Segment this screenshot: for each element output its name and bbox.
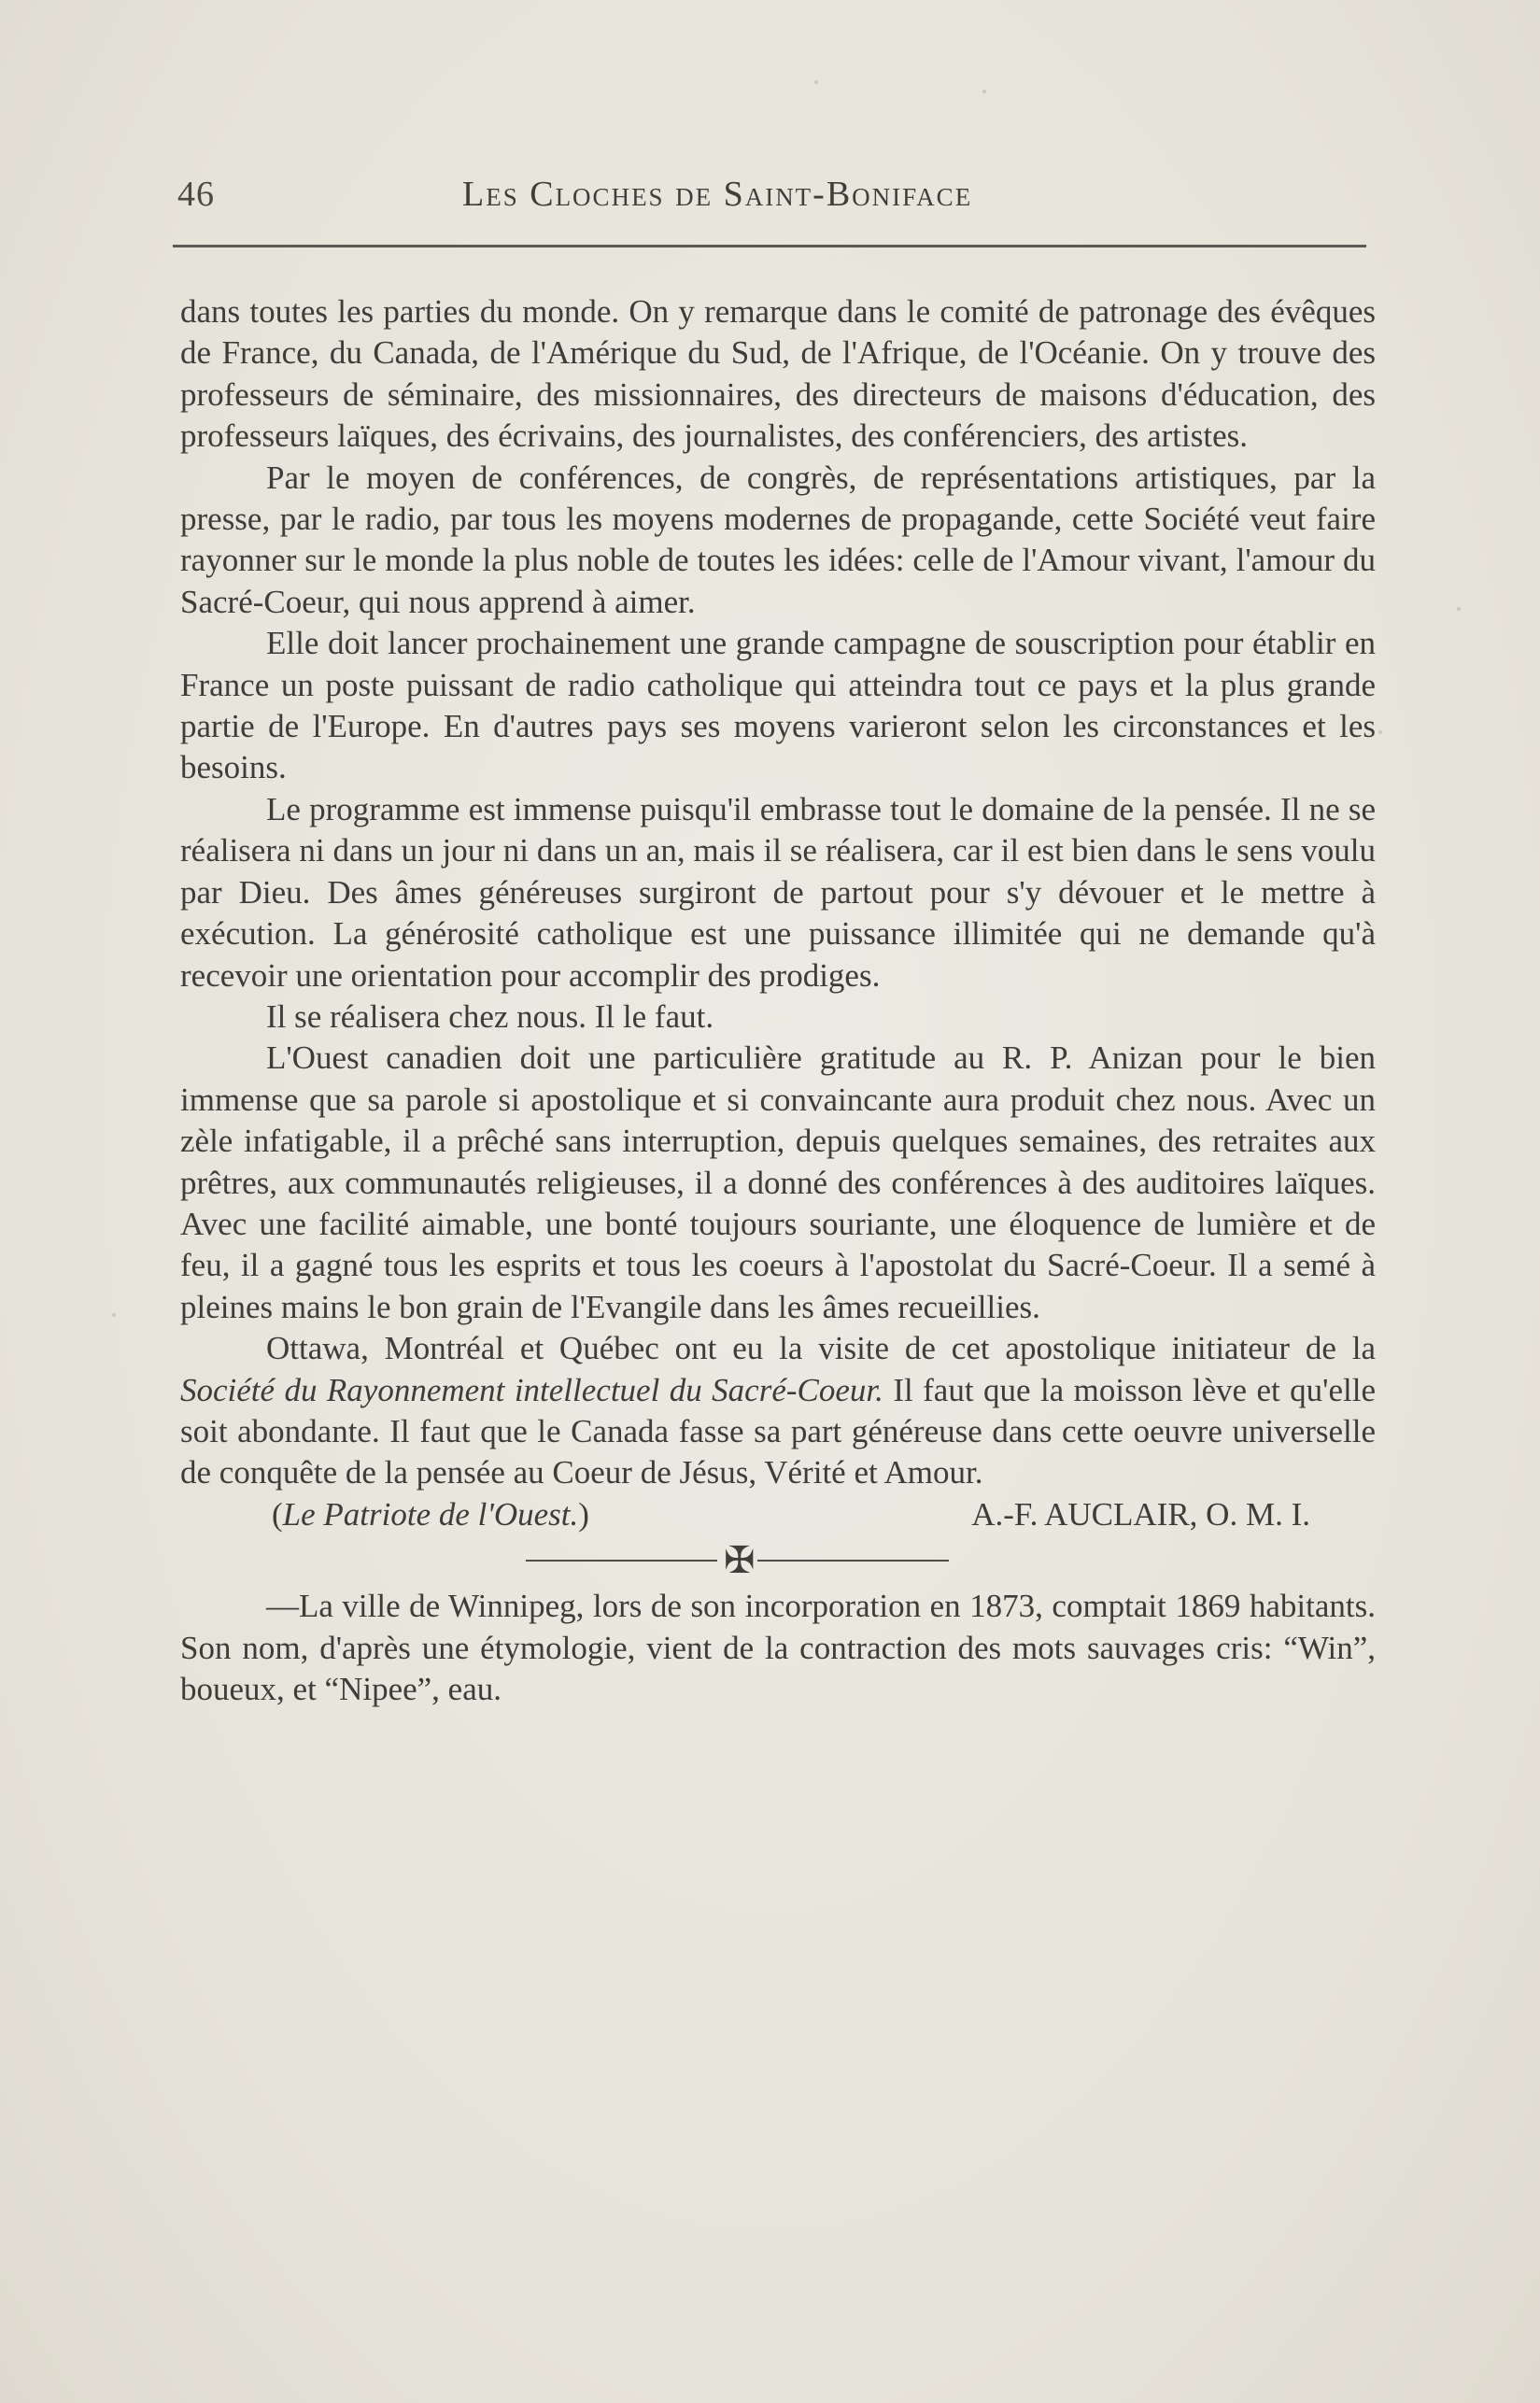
- paper-speck: [814, 80, 818, 84]
- separator-line-left: [526, 1560, 717, 1562]
- paper-speck: [112, 1313, 116, 1317]
- paragraph-1: dans toutes les parties du monde. On y remarque dans le comité de patronage des évêques de France, du Canada, de l'Amérique du Sud, de l'Afrique, de l'Océanie. On y trouve des professeurs de séminaire, des missionnaires, des directeurs de maisons d'éducation, des professeurs laïques, des écrivains, des journalistes, des conférenciers, des artistes.: [180, 293, 1376, 455]
- paragraph-7-end: Il faut que la moisson lève et qu'elle soit abondante. Il faut que le Canada fasse sa part généreuse dans cette oeuvre universelle de conquête de la pensée au Coeur de Jésus, Vérité et Amour.: [180, 1371, 1376, 1491]
- paragraph-5: Il se réalisera chez nous. Il le faut.: [266, 997, 714, 1035]
- paragraph-7-start: Ottawa, Montréal et Québec ont eu la visite de cet apostolique initiateur de la: [266, 1330, 1376, 1367]
- article-body: [180, 291, 1376, 1710]
- paragraph-7: [180, 1328, 1376, 1494]
- page-header: [177, 170, 1363, 226]
- source-open-paren: (: [272, 1495, 283, 1533]
- paragraph-3: Elle doit lancer prochainement une grande campagne de souscription pour établir en France un poste puissant de radio catholique qui atteindra tout ce pays et la plus grande partie de l'Europe. En d'autres pays ses moyens varieront selon les circonstances et les besoins.: [180, 625, 1376, 786]
- source-citation: [272, 1494, 589, 1535]
- cross-ornament-icon: ✠: [724, 1539, 756, 1582]
- page-number: 46: [177, 175, 215, 214]
- paragraph-2: Par le moyen de conférences, de congrès, de représentations artistiques, par la presse, par le radio, par tous les moyens modernes de propagande, cette Société veut faire rayonner sur le monde la plus noble de toutes les idées: celle de l'Amour vivant, l'amour du Sacré-Coeur, qui nous apprend à aimer.: [180, 459, 1376, 620]
- paper-speck: [1378, 730, 1382, 734]
- source-close-paren: ): [578, 1495, 589, 1533]
- society-name: Société du Rayonnement intellectuel du Sacré-Coeur.: [180, 1371, 883, 1408]
- separator-line-right: [757, 1560, 949, 1562]
- header-rule: [173, 245, 1366, 247]
- signature-line: [180, 1494, 1376, 1535]
- author-name: A.-F. AUCLAIR, O. M. I.: [971, 1495, 1310, 1533]
- paper-speck: [1457, 607, 1461, 611]
- paragraph-4: Le programme est immense puisqu'il embrasse tout le domaine de la pensée. Il ne se réalisera ni dans un jour ni dans un an, mais il se réalisera, car il est bien dans le sens voulu par Dieu. Des âmes généreuses surgiront de partout pour s'y dévouer et le mettre à exécution. La générosité catholique est une puissance illimitée qui ne demande qu'à recevoir une orientation pour accomplir des prodiges.: [180, 790, 1376, 994]
- paragraph-6: L'Ouest canadien doit une particulière gratitude au R. P. Anizan pour le bien immense que sa parole si apostolique et si convaincante aura produit chez nous. Avec un zèle infatigable, il a prêché sans interruption, depuis quelques semaines, des retraites aux prêtres, aux communautés religieuses, il a donné des conférences à des auditoires laïques. Avec une facilité aimable, une bonté toujours souriante, une éloquence de lumière et de feu, il a gagné tous les esprits et tous les coeurs à l'apostolat du Sacré-Coeur. Il a semé à pleines mains le bon grain de l'Evangile dans les âmes recueillies.: [180, 1039, 1376, 1325]
- paper-speck: [982, 90, 986, 93]
- note-paragraph: —La ville de Winnipeg, lors de son incorporation en 1873, comptait 1869 habitants. Son nom, d'après une étymologie, vient de la contraction des mots sauvages cris: “Win”, boueux, et “Nipee”, eau.: [180, 1588, 1376, 1707]
- source-name: Le Patriote de l'Ouest.: [282, 1495, 579, 1533]
- running-title: Les Cloches de Saint-Boniface: [462, 175, 973, 214]
- section-separator: [180, 1537, 1376, 1586]
